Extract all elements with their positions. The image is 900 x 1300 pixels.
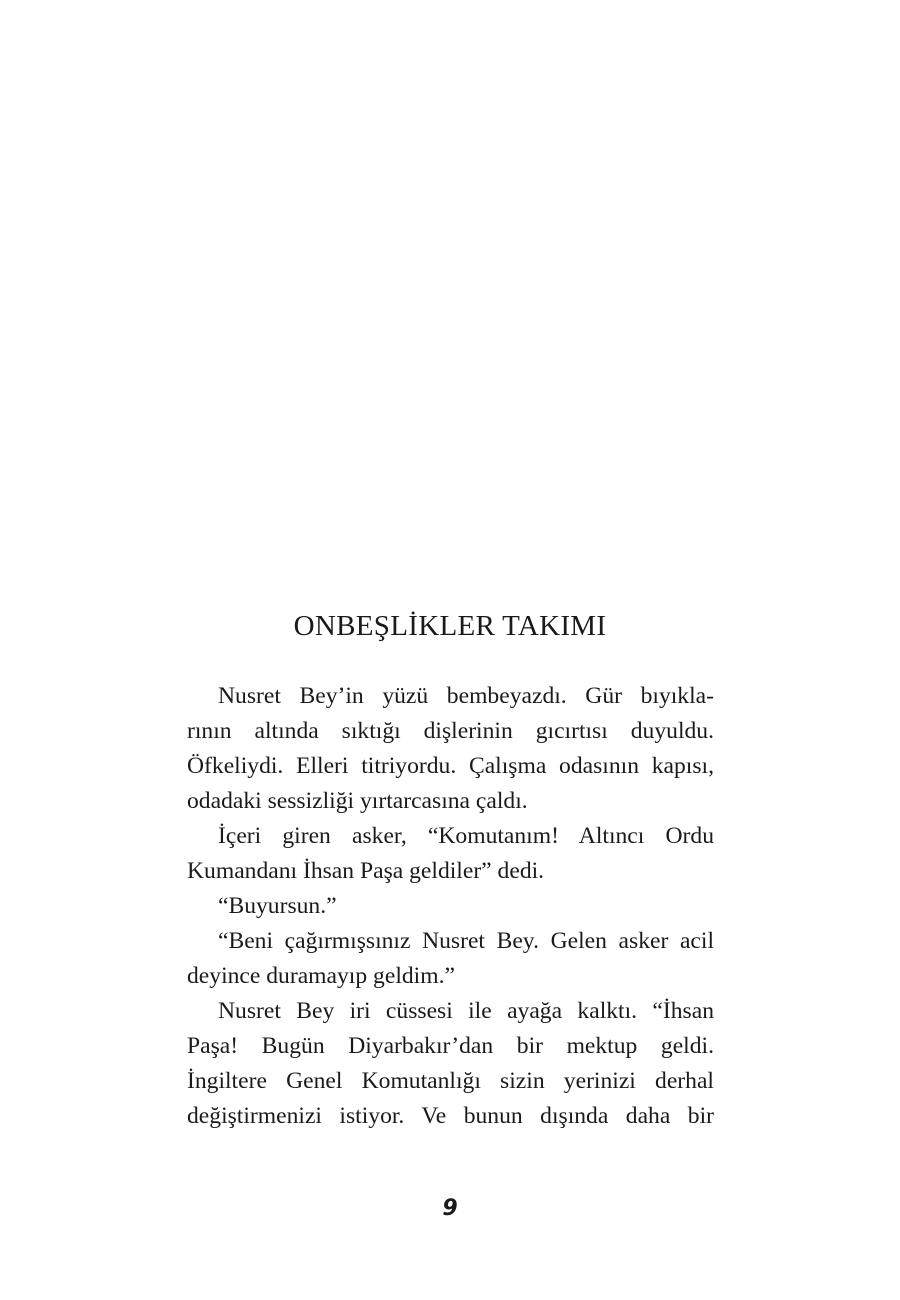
text-line: odadaki sessizliği yırtarcasına çaldı. (187, 788, 528, 814)
text-line: İngiltere Genel Komutanlığı sizin yerinizi derhal (187, 1068, 714, 1094)
text-line: Öfkeliydi. Elleri titriyordu. Çalışma odasının kapısı, (187, 753, 714, 779)
text-line: İçeri giren asker, “Komutanım! Altıncı Ordu (218, 823, 714, 849)
text-line: deyince duramayıp geldim.” (187, 963, 455, 989)
text-line: Nusret Bey’in yüzü bembeyazdı. Gür bıyıkla- (218, 683, 714, 709)
text-line: Nusret Bey iri cüssesi ile ayağa kalktı. “İhsan (218, 998, 714, 1024)
text-line: “Buyursun.” (218, 893, 337, 919)
page-number: 9 (442, 1196, 458, 1221)
text-line: “Beni çağırmışsınız Nusret Bey. Gelen asker acil (218, 928, 714, 954)
body-text (187, 679, 714, 1134)
chapter-title: ONBEŞLİKLER TAKIMI (293, 610, 607, 642)
text-line: Paşa! Bugün Diyarbakır’dan bir mektup geldi. (187, 1033, 714, 1059)
text-line: Kumandanı İhsan Paşa geldiler” dedi. (187, 858, 545, 884)
text-line: rının altında sıktığı dişlerinin gıcırtısı duyuldu. (187, 718, 714, 744)
text-line: değiştirmenizi istiyor. Ve bunun dışında daha bir (187, 1103, 714, 1129)
